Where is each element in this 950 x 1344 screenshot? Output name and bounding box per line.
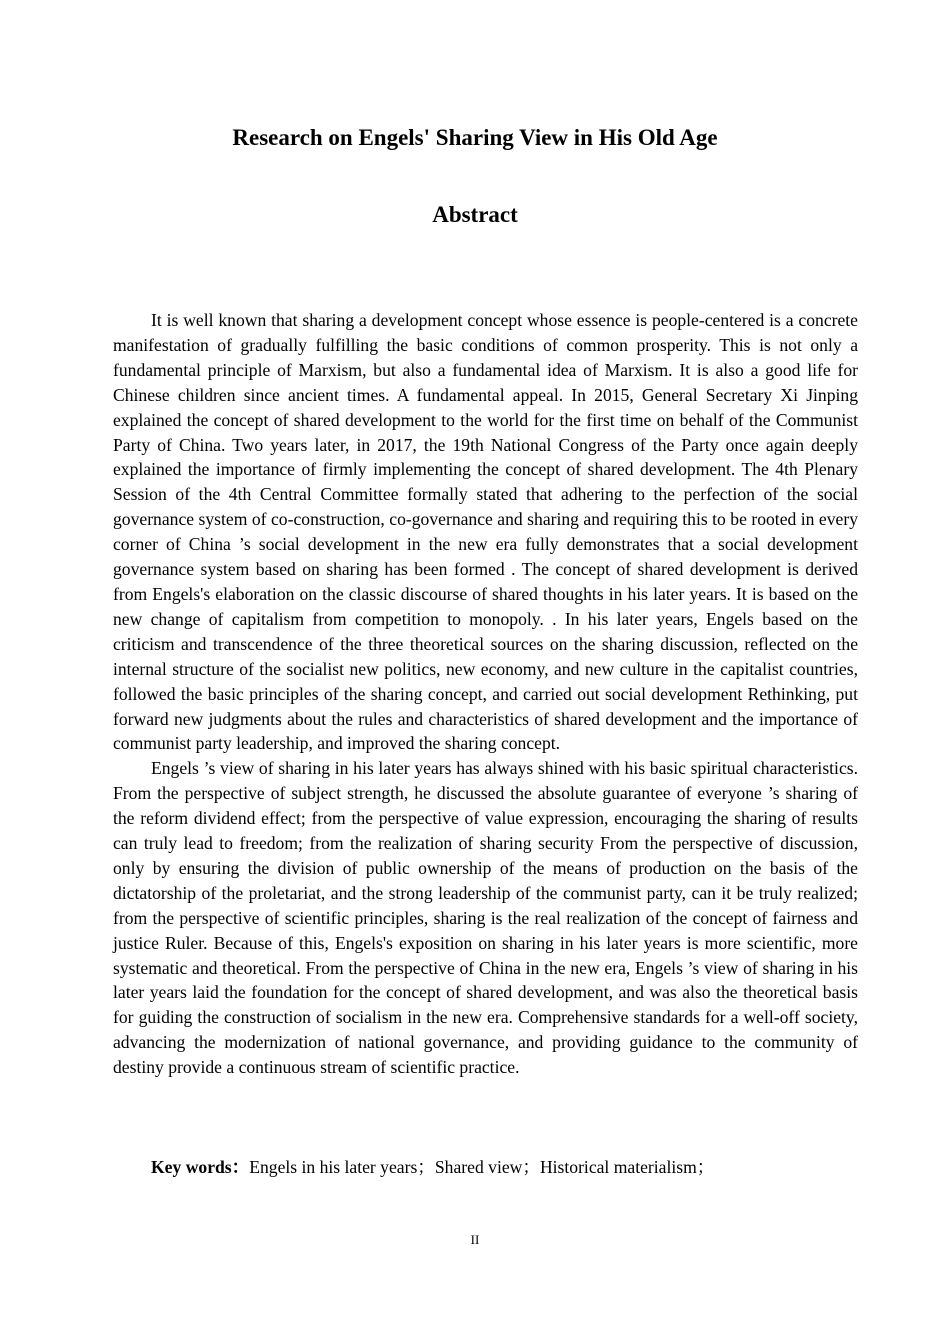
keywords-label: Key words： xyxy=(151,1157,250,1177)
keywords-line xyxy=(151,1155,871,1180)
document-title: Research on Engels' Sharing View in His Old Age xyxy=(232,125,718,150)
abstract-body xyxy=(113,308,858,1080)
keywords-text: Engels in his later years；Shared view；Historical materialism； xyxy=(249,1157,715,1177)
abstract-heading: Abstract xyxy=(432,202,518,227)
abstract-paragraph-2: Engels ’s view of sharing in his later years has always shined with his basic spiritual characteristics. From the perspective of subject strength, he discussed the absolute guarantee of everyone ’s sharing of the reform dividend effect; from the perspective of value expression, encouraging the sharing of results can truly lead to freedom; from the realization of sharing security From the perspective of discussion, only by ensuring the division of public ownership of the means of production on the basis of the dictatorship of the proletariat, and the strong leadership of the communist party, can it be truly realized; from the perspective of scientific principles, sharing is the real realization of the concept of fairness and justice Ruler. Because of this, Engels's exposition on sharing in his later years is more scientific, more systematic and theoretical. From the perspective of China in the new era, Engels ’s view of sharing in his later years laid the foundation for the concept of shared development, and was also the theoretical basis for guiding the construction of socialism in the new era. Comprehensive standards for a well-off society, advancing the modernization of national governance, and providing guidance to the community of destiny provide a continuous stream of scientific practice. xyxy=(113,758,858,1078)
page-number: II xyxy=(470,1232,480,1247)
abstract-paragraph-1: It is well known that sharing a development concept whose essence is people-centered is a concrete manifestation of gradually fulfilling the basic conditions of common prosperity. This is not only a fundamental principle of Marxism, but also a fundamental idea of Marxism. It is also a good life for Chinese children since ancient times. A fundamental appeal. In 2015, General Secretary Xi Jinping explained the concept of shared development to the world for the first time on behalf of the Communist Party of China. Two years later, in 2017, the 19th National Congress of the Party once again deeply explained the importance of firmly implementing the concept of shared development. The 4th Plenary Session of the 4th Central Committee formally stated that adhering to the perfection of the social governance system of co-construction, co-governance and sharing and requiring this to be rooted in every corner of China ’s social development in the new era fully demonstrates that a social development governance system based on sharing has been formed . The concept of shared development is derived from Engels's elaboration on the classic discourse of shared thoughts in his later years. It is based on the new change of capitalism from competition to monopoly. . In his later years, Engels based on the criticism and transcendence of the three theoretical sources on the sharing discussion, reflected on the internal structure of the socialist new politics, new economy, and new culture in the capitalist countries, followed the basic principles of the sharing concept, and carried out social development Rethinking, put forward new judgments about the rules and characteristics of shared development and the importance of communist party leadership, and improved the sharing concept. xyxy=(113,310,858,754)
